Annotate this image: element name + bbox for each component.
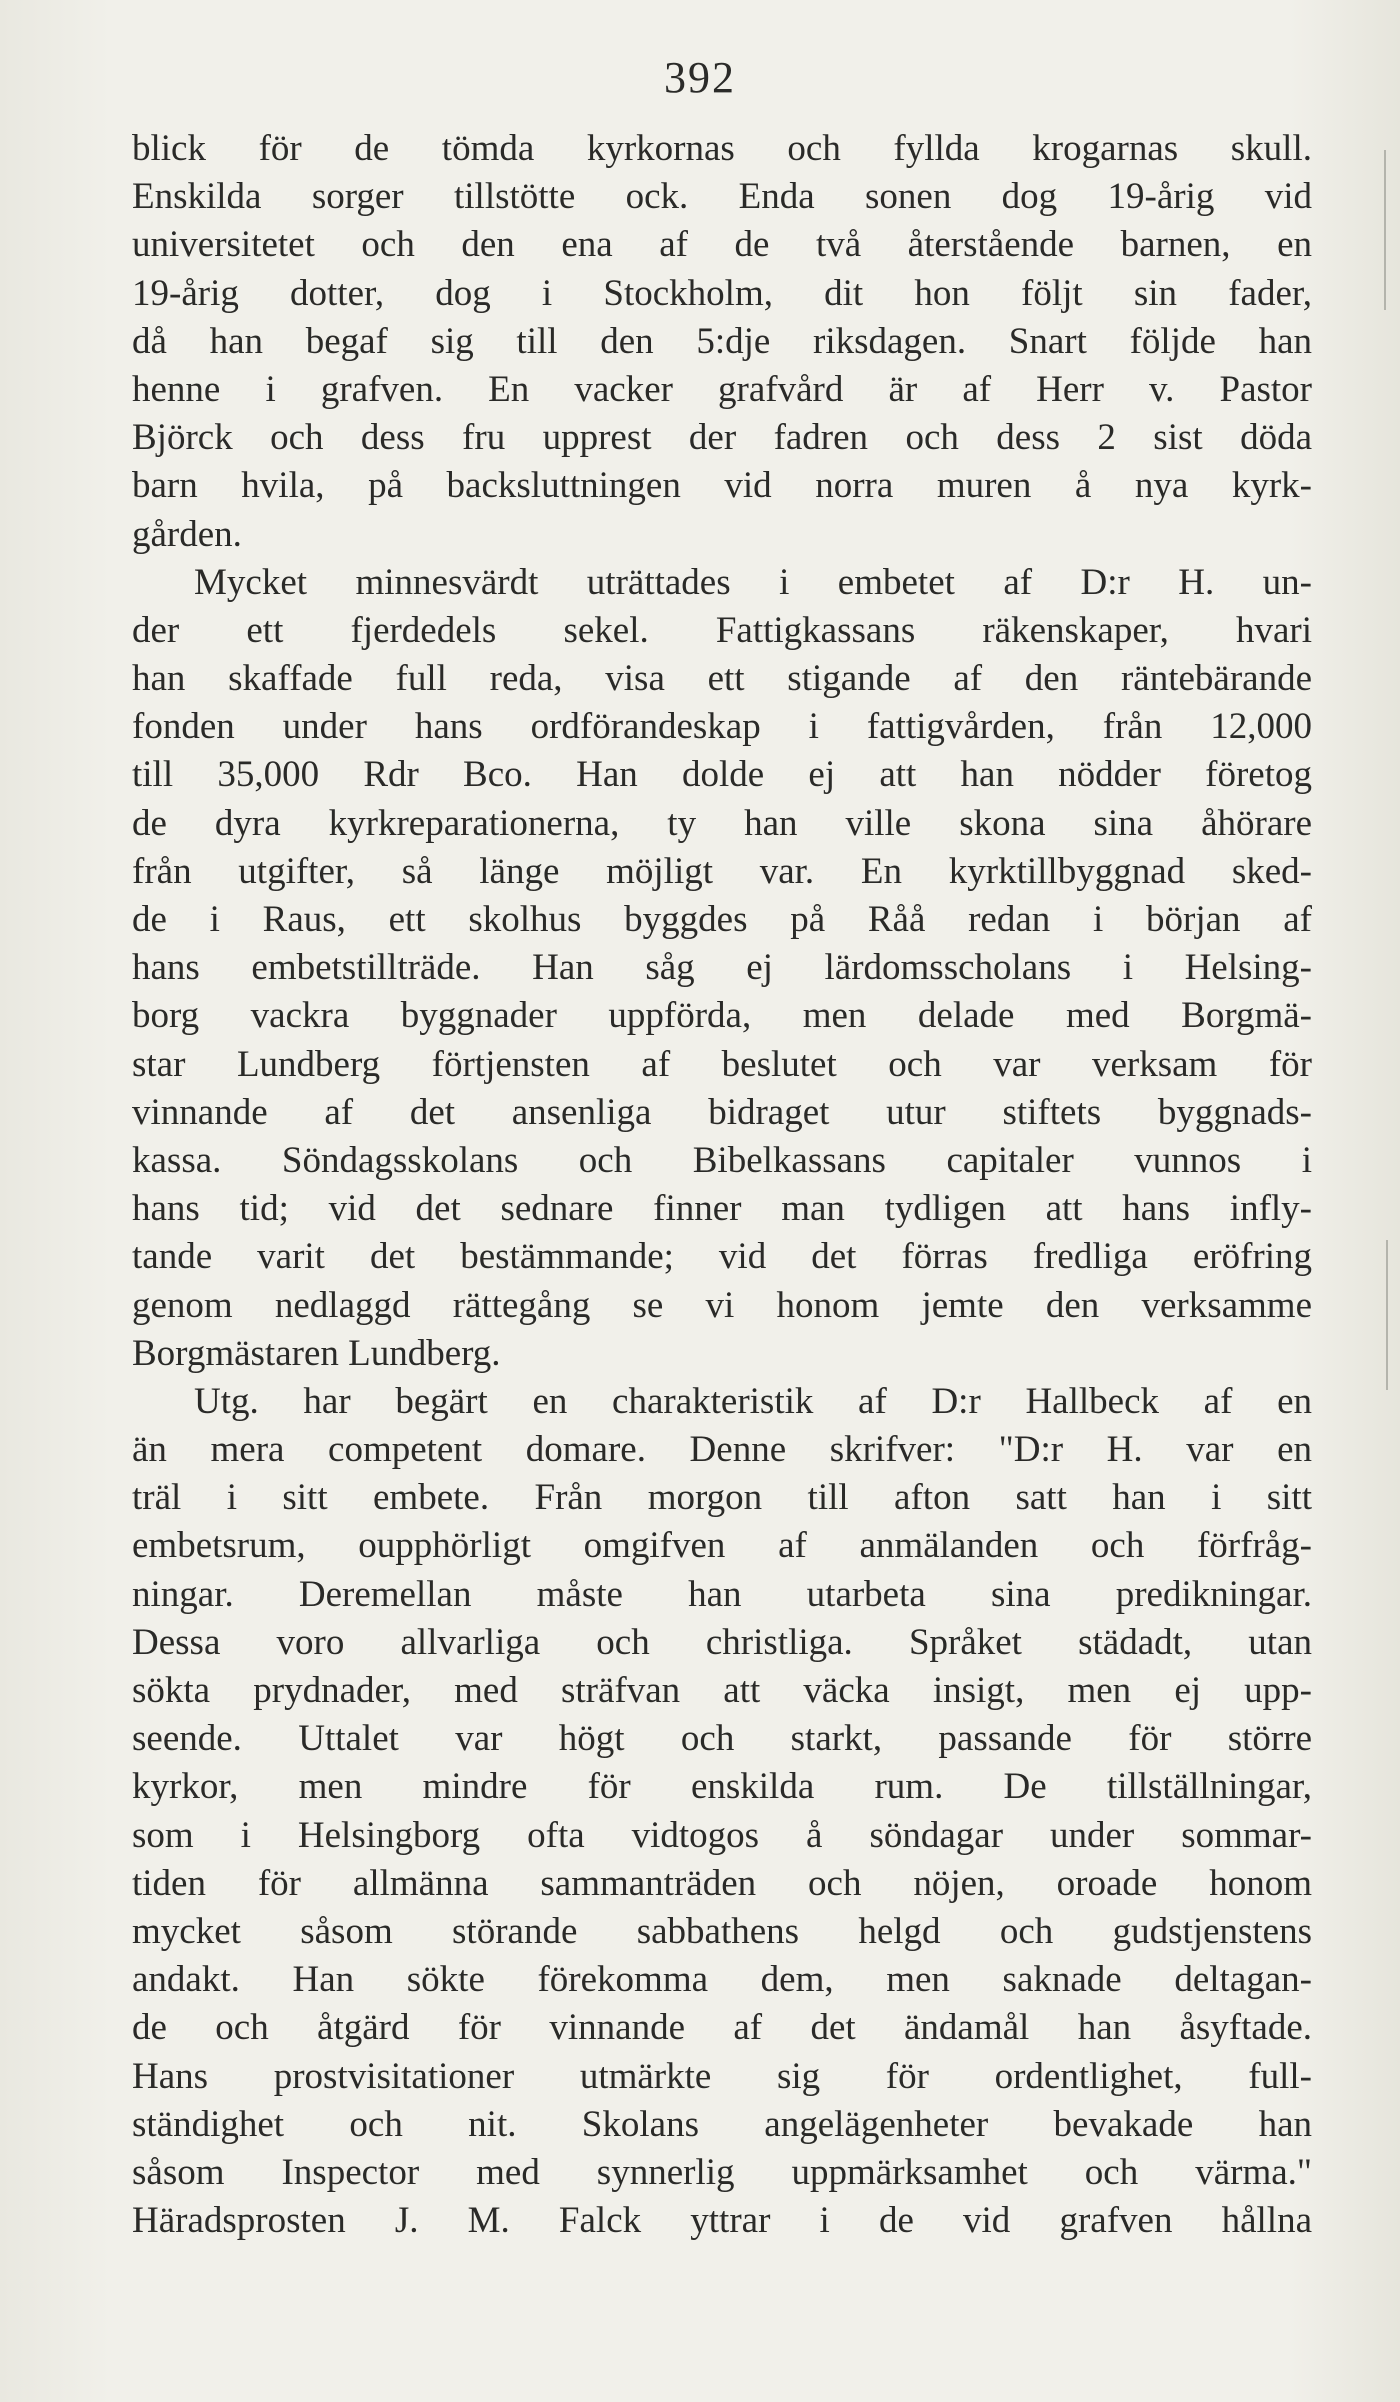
text-line: barn hvila, på backsluttningen vid norra muren å nya kyrk-	[132, 465, 1312, 507]
text-line: andakt. Han sökte förekomma dem, men saknade deltagan-	[132, 1959, 1312, 2001]
text-line: borg vackra byggnader uppförda, men delade med Borgmä-	[132, 995, 1312, 1037]
text-line: Mycket minnesvärdt uträttades i embetet af D:r H. un-	[194, 561, 1312, 603]
text-line: än mera competent domare. Denne skrifver: "D:r H. var en	[132, 1429, 1312, 1471]
text-line: Utg. har begärt en charakteristik af D:r Hallbeck af en	[194, 1380, 1312, 1422]
text-line: 19-årig dotter, dog i Stockholm, dit hon följt sin fader,	[132, 272, 1312, 314]
text-line: tiden för allmänna sammanträden och nöjen, oroade honom	[132, 1862, 1312, 1904]
text-line: genom nedlaggd rättegång se vi honom jemte den verksamme	[132, 1284, 1312, 1326]
text-line: de i Raus, ett skolhus byggdes på Råå redan i början af	[132, 899, 1312, 940]
text-line: då han begaf sig till den 5:dje riksdagen. Snart följde han	[132, 320, 1312, 362]
text-line: vinnande af det ansenliga bidraget utur stiftets byggnads-	[132, 1091, 1312, 1133]
text-line: gården.	[132, 513, 242, 555]
text-line: träl i sitt embete. Från morgon till afton satt han i sitt	[132, 1477, 1312, 1519]
text-line: Häradsprosten J. M. Falck yttrar i de vid grafven hållna	[132, 2200, 1312, 2242]
text-line: från utgifter, så länge möjligt var. En kyrktillbyggnad sked-	[132, 850, 1312, 892]
text-line: Hans prostvisitationer utmärkte sig för ordentlighet, full-	[132, 2055, 1312, 2097]
text-line: till 35,000 Rdr Bco. Han dolde ej att han nödder företog	[132, 754, 1312, 796]
text-line: sökta prydnader, med sträfvan att väcka insigt, men ej upp-	[132, 1670, 1312, 1711]
text-line: Dessa voro allvarliga och christliga. Språket städadt, utan	[132, 1621, 1312, 1663]
text-line: ningar. Deremellan måste han utarbeta sina predikningar.	[132, 1573, 1312, 1615]
text-line: kyrkor, men mindre för enskilda rum. De tillställningar,	[132, 1766, 1312, 1808]
text-line: fonden under hans ordförandeskap i fattigvården, från 12,000	[132, 706, 1312, 748]
text-line: han skaffade full reda, visa ett stigande af den räntebärande	[132, 658, 1312, 700]
text-line: tande varit det bestämmande; vid det förras fredliga eröfring	[132, 1236, 1312, 1278]
text-line: star Lundberg förtjensten af beslutet och var verksam för	[132, 1043, 1312, 1085]
text-line: blick för de tömda kyrkornas och fyllda krogarnas skull.	[132, 128, 1312, 169]
text-line: embetsrum, oupphörligt omgifven af anmälanden och förfråg-	[132, 1525, 1312, 1567]
text-line: universitetet och den ena af de två återstående barnen, en	[132, 224, 1312, 266]
text-line: mycket såsom störande sabbathens helgd och gudstjenstens	[132, 1910, 1312, 1952]
text-line: der ett fjerdedels sekel. Fattigkassans räkenskaper, hvari	[132, 609, 1312, 651]
text-line: de och åtgärd för vinnande af det ändamål han åsyftade.	[132, 2007, 1312, 2049]
text-line: Borgmästaren Lundberg.	[132, 1332, 501, 1374]
text-line: henne i grafven. En vacker grafvård är af Herr v. Pastor	[132, 368, 1312, 410]
text-line: som i Helsingborg ofta vidtogos å söndagar under sommar-	[132, 1814, 1312, 1856]
margin-mark	[1384, 150, 1386, 310]
text-line: seende. Uttalet var högt och starkt, passande för större	[132, 1718, 1312, 1760]
page-number: 392	[664, 53, 736, 102]
text-line: ständighet och nit. Skolans angelägenheter bevakade han	[132, 2103, 1312, 2145]
text-line: Enskilda sorger tillstötte ock. Enda sonen dog 19-årig vid	[132, 176, 1312, 218]
text-line: de dyra kyrkreparationerna, ty han ville skona sina åhörare	[132, 802, 1312, 844]
text-line: kassa. Söndagsskolans och Bibelkassans capitaler vunnos i	[132, 1139, 1312, 1181]
text-line: hans embetstillträde. Han såg ej lärdomsscholans i Helsing-	[132, 947, 1312, 989]
margin-mark	[1386, 1240, 1388, 1390]
text-line: såsom Inspector med synnerlig uppmärksamhet och värma."	[132, 2151, 1312, 2193]
text-line: hans tid; vid det sednare finner man tydligen att hans infly-	[132, 1188, 1312, 1230]
body-text	[132, 125, 1312, 2245]
text-line: Björck och dess fru upprest der fadren och dess 2 sist döda	[132, 417, 1312, 459]
